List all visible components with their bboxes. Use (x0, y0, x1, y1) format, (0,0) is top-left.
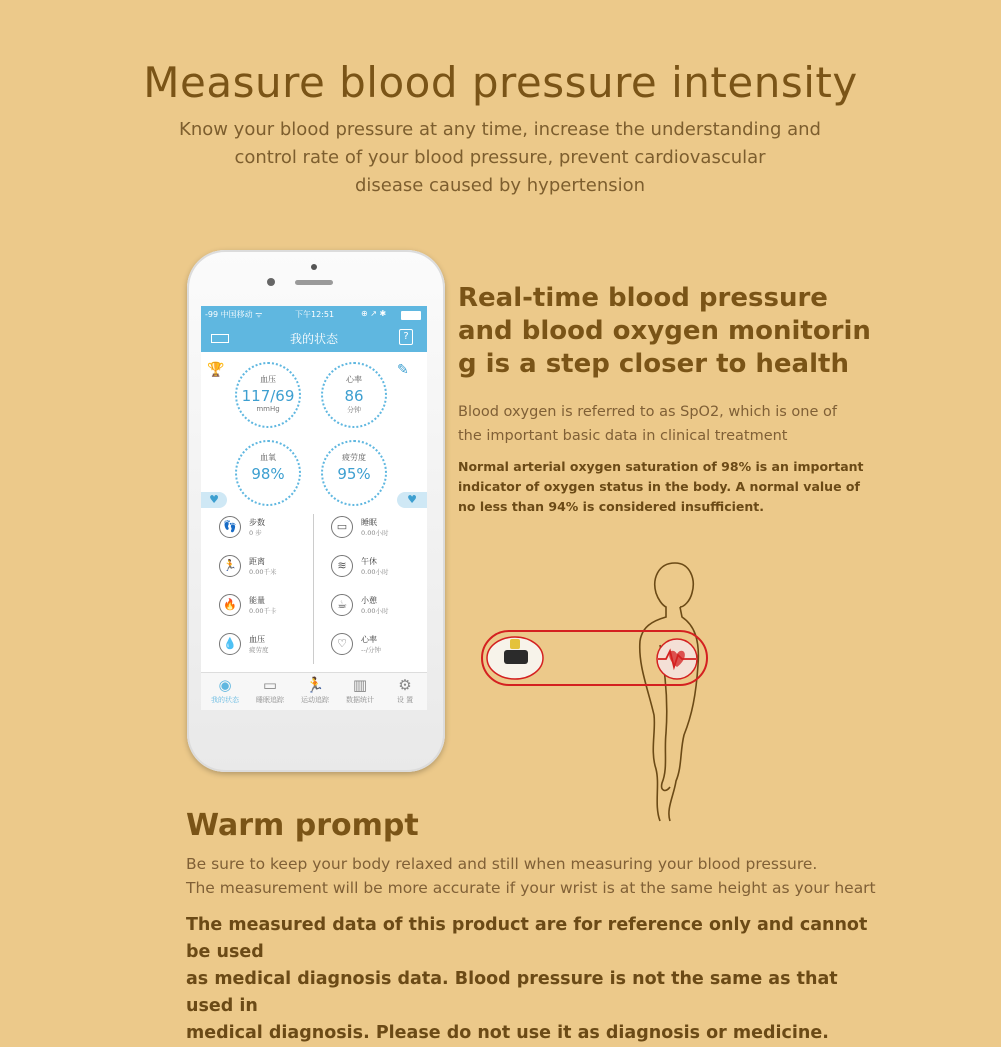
battery-icon (401, 311, 421, 320)
edit-icon[interactable]: ✎ (397, 362, 409, 378)
tab-2[interactable] (248, 675, 292, 705)
stat-name: 步数 (249, 518, 265, 527)
nav-title: 我的状态 (289, 332, 338, 346)
phone-screen (201, 306, 427, 710)
front-camera (267, 278, 275, 286)
person-icon: ◉ (218, 676, 232, 694)
ring-label: 血压 (260, 375, 276, 384)
warm-prompt-paragraph-2 (186, 912, 886, 1047)
stat-value: 0.00小时 (361, 529, 389, 537)
stat-name: 小憩 (361, 596, 377, 605)
stat-name: 距离 (249, 557, 265, 566)
stat-name: 血压 (249, 635, 265, 644)
stat-item[interactable] (331, 594, 427, 620)
stat-item[interactable] (331, 516, 427, 542)
heart-rate-ring[interactable] (321, 362, 387, 428)
stat-value: 0.00千米 (249, 568, 277, 576)
tab-5[interactable] (383, 675, 427, 705)
stat-value: 0.00小时 (361, 607, 389, 615)
page-subtitle (150, 116, 850, 200)
stat-value: 0.00千卡 (249, 607, 277, 615)
ring-label: 血氧 (260, 453, 276, 462)
realtime-title-line: Real-time blood pressure (458, 283, 828, 313)
paragraph-line: The measured data of this product are for reference only and cannot be used (186, 915, 868, 962)
page-title: Measure blood pressure intensity (143, 58, 858, 107)
wristband-strap (510, 639, 520, 649)
tab-label: 运动追踪 (301, 696, 329, 704)
ring-label: 心率 (346, 375, 362, 384)
paragraph-line: indicator of oxygen status in the body. A normal value of (458, 479, 860, 494)
stat-name: 心率 (361, 635, 377, 644)
subtitle-line: Know your blood pressure at any time, increase the understanding and (179, 119, 821, 140)
stat-item[interactable] (331, 633, 427, 659)
warm-prompt-paragraph-1 (186, 852, 886, 900)
wristband-screen (504, 650, 528, 664)
tab-bar (201, 672, 427, 710)
bed-icon: ▭ (262, 676, 278, 694)
realtime-title-line: and blood oxygen monitorin (458, 316, 871, 346)
stat-value: 0 步 (249, 529, 262, 537)
trophy-icon[interactable]: 🏆 (207, 362, 225, 378)
ring-value: 117/69 (241, 387, 295, 405)
paragraph-line: Normal arterial oxygen saturation of 98% is an important (458, 459, 864, 474)
status-icons: ⊕ ↗ ✱ (361, 309, 387, 318)
runner-icon: 🏃 (219, 555, 241, 577)
realtime-title-line: g is a step closer to health (458, 349, 849, 379)
stat-value: --/分钟 (361, 646, 381, 654)
stat-value: 0.00小时 (361, 568, 389, 576)
paragraph-line: no less than 94% is considered insufficient. (458, 499, 764, 514)
flame-icon: 🔥 (219, 594, 241, 616)
sensor-dot (311, 264, 317, 270)
heart-right-icon[interactable]: ♥ (397, 492, 427, 508)
status-time: 下午12:51 (295, 310, 335, 319)
stat-item[interactable] (219, 516, 324, 542)
nap-icon: ≋ (331, 555, 353, 577)
tab-label: 睡眠追踪 (256, 696, 284, 704)
tab-4[interactable] (338, 675, 382, 705)
help-icon[interactable]: ? (399, 329, 413, 345)
realtime-title (458, 282, 878, 381)
warm-prompt-title: Warm prompt (186, 808, 419, 843)
stat-name: 睡眠 (361, 518, 377, 527)
paragraph-line: as medical diagnosis data. Blood pressure is not the same as that used in (186, 969, 838, 1016)
bed-icon: ▭ (331, 516, 353, 538)
blood-pressure-ring[interactable] (235, 362, 301, 428)
tab-label: 数据统计 (346, 696, 374, 704)
nav-bar (201, 324, 427, 352)
fatigue-ring[interactable] (321, 440, 387, 506)
stat-item[interactable] (219, 633, 324, 659)
realtime-paragraph-1 (458, 400, 868, 448)
ring-value: 98% (251, 465, 285, 483)
cup-icon: ☕ (331, 594, 353, 616)
paragraph-line: Blood oxygen is referred to as SpO2, which is one of (458, 404, 837, 420)
subtitle-line: control rate of your blood pressure, prevent cardiovascular (234, 147, 766, 168)
heart-left-icon[interactable]: ♥ (201, 492, 227, 508)
stat-item[interactable] (219, 555, 324, 581)
gear-icon: ⚙ (398, 676, 412, 694)
subtitle-line: disease caused by hypertension (354, 175, 646, 196)
paragraph-line: Be sure to keep your body relaxed and still when measuring your blood pressure. (186, 855, 818, 873)
status-bar (201, 306, 427, 324)
ring-unit: 分钟 (347, 406, 361, 414)
footprint-icon: 👣 (219, 516, 241, 538)
ring-unit: mmHg (256, 405, 280, 413)
tab-label: 我的状态 (211, 696, 239, 704)
body-figure-illustration (470, 555, 730, 825)
body-outline (640, 563, 699, 821)
paragraph-line: The measurement will be more accurate if your wrist is at the same height as your heart (186, 879, 876, 897)
app-body (201, 352, 427, 672)
paragraph-line: the important basic data in clinical treatment (458, 428, 788, 444)
carrier-text: -99 中国移动 ᯤ (205, 310, 263, 319)
tab-1[interactable] (203, 675, 247, 705)
tab-label: 设 置 (396, 696, 414, 704)
blood-oxygen-ring[interactable] (235, 440, 301, 506)
stat-item[interactable] (331, 555, 427, 581)
tab-3[interactable] (293, 675, 337, 705)
realtime-paragraph-2 (458, 457, 868, 517)
stat-name: 午休 (361, 557, 377, 566)
paragraph-line: medical diagnosis. Please do not use it as diagnosis or medicine. (186, 1023, 829, 1043)
stat-item[interactable] (219, 594, 324, 620)
stat-value: 疲劳度 (249, 646, 269, 654)
ring-value: 95% (337, 465, 371, 483)
stat-name: 能量 (249, 596, 265, 605)
runner-icon: 🏃 (305, 676, 325, 694)
ring-label: 疲劳度 (342, 453, 366, 462)
bar-chart-icon: ▥ (352, 676, 368, 694)
heart-icon: ♡ (331, 633, 353, 655)
drop-icon: 💧 (219, 633, 241, 655)
ring-value: 86 (344, 387, 364, 405)
earpiece (295, 280, 333, 285)
